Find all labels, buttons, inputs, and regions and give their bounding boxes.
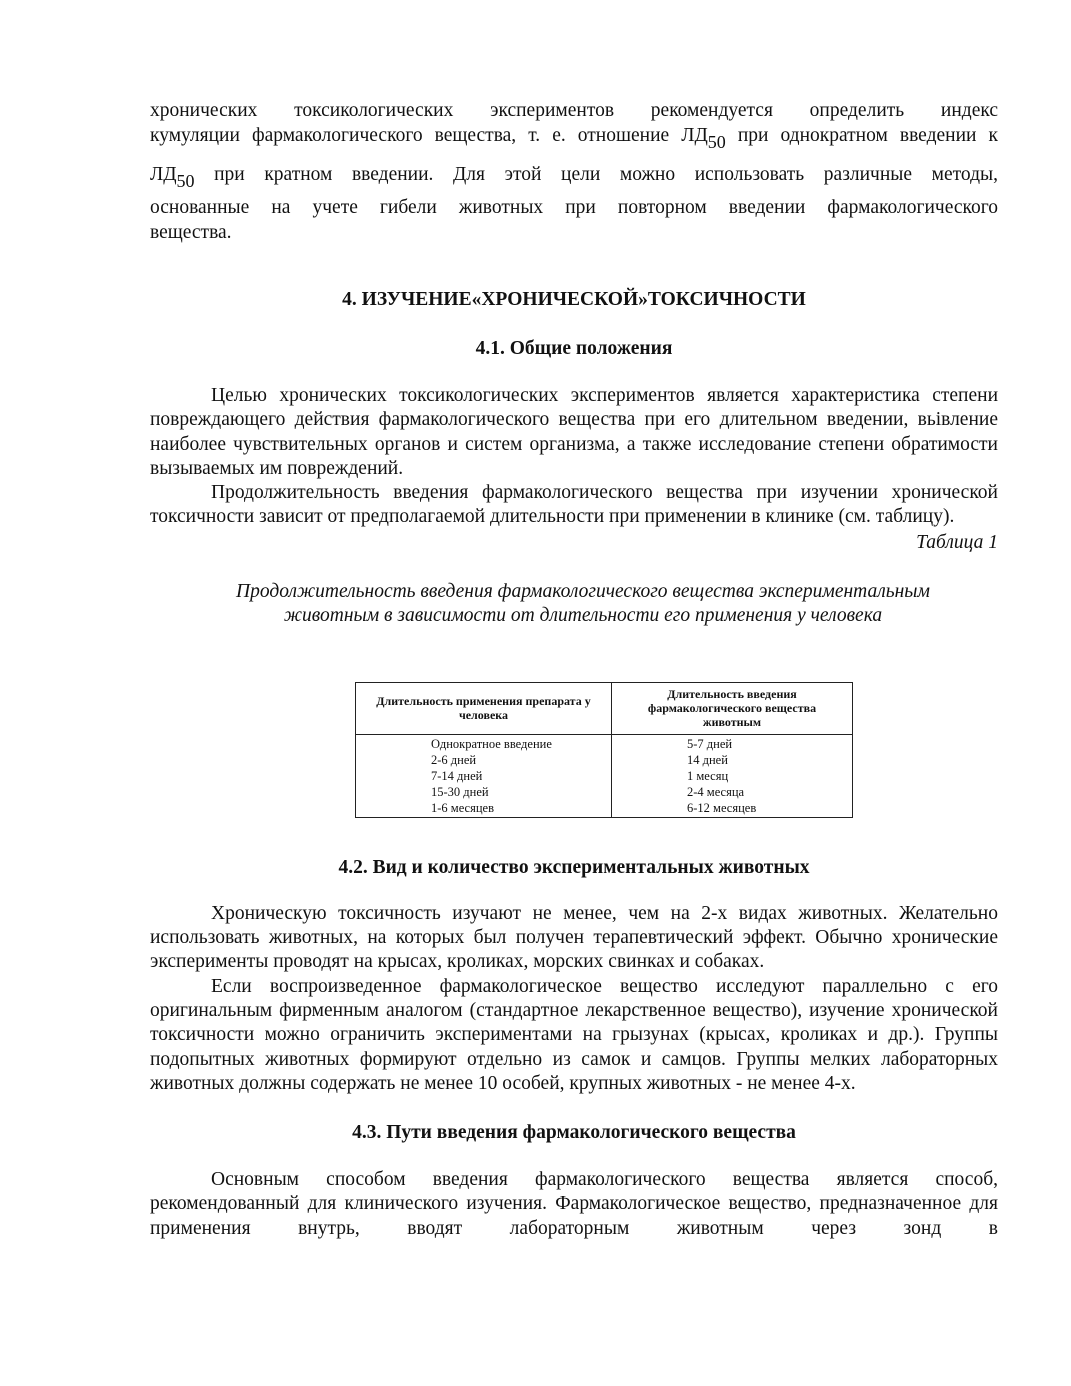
- intro-paragraph: [150, 98, 998, 245]
- table-cell: 2-6 дней: [431, 752, 477, 767]
- table-cell: Однократное введение: [431, 736, 552, 751]
- table-cell: 5-7 дней: [687, 736, 733, 751]
- table-cell: 14 дней: [687, 752, 728, 767]
- section-4-2-paragraph-1: Хроническую токсичность изучают не менее, чем на 2-х видах животных. Желательно использовать животных, на которых был получен терапевтический эффект. Обычно хронические эксперименты проводят на крысах, кроликах, морских свинках и собаках.: [150, 902, 998, 973]
- table-header-row: [356, 682, 853, 734]
- intro-line-5: вещества.: [150, 222, 232, 243]
- table-header-2: Длительность введения фармакологического вещества животным: [612, 682, 853, 734]
- document-page: [150, 98, 998, 1241]
- section-4-3-title: 4.3. Пути введения фармакологического вещества: [352, 1122, 796, 1144]
- intro-line-2: кумуляции фармакологического вещества, т. е. отношение $ЛД_{50}$ при однократном введении к: [150, 125, 998, 152]
- intro-line-3: $ЛД_{50}$ при кратном введении. Для этой цели можно использовать различные методы,: [150, 164, 998, 191]
- intro-line-4: основанные на учете гибели животных при повторном введении фармакологического: [150, 197, 998, 218]
- table-cell: 1 месяц: [687, 768, 729, 783]
- table-header-1: Длительность применения препарата у человека: [356, 682, 612, 734]
- table-body-row: [356, 734, 853, 817]
- section-4-2-title: 4.2. Вид и количество экспериментальных животных: [338, 856, 810, 878]
- section-4-3-paragraph-1: Основным способом введения фармакологического вещества является способ, рекомендованный для клинического изучения. Фармакологическое вещество, предназначенное для применения внутрь, вводят лабораторным животным через зонд в: [150, 1169, 998, 1239]
- section-4-title: 4. ИЗУЧЕНИЕ«ХРОНИЧЕСКОЙ»ТОКСИЧНОСТИ: [342, 289, 806, 310]
- table-label: Таблица 1: [916, 531, 998, 553]
- table-cell: 2-4 месяца: [687, 784, 745, 799]
- section-4-1-title: 4.1. Общие положения: [475, 338, 673, 359]
- table-caption-line-1: Продолжительность введения фармакологического вещества экспериментальным: [236, 580, 930, 602]
- table-cell: 1-6 месяцев: [431, 800, 494, 815]
- intro-line-1: хронических токсикологических экспериментов рекомендуется определить индекс: [150, 100, 998, 121]
- section-4-2-paragraph-2: Если воспроизведенное фармакологическое вещество исследуют параллельно с его оригинальным фирменным аналогом (стандартное лекарственное вещество), изучение хронической токсичности можно ограничить экспериментами на грызунах (крысах, кроликах и др.). Группы подопытных животных формируют отдельно из самок и самцов. Группы мелких лабораторных животных должны содержать не менее 10 особей, крупных животных - не менее 4-х.: [150, 975, 998, 1094]
- table-cell: 7-14 дней: [431, 768, 483, 783]
- table-cell: 15-30 дней: [431, 784, 489, 799]
- section-4-1-paragraph-1: Целью хронических токсикологических экспериментов является характеристика степени повреждающего действия фармакологического вещества при его длительном введении, вьівление наиболее чувствительных органов и систем организма, а также исследование степени обратимости вызываемых им повреждений.: [150, 385, 998, 479]
- duration-table: [355, 682, 853, 818]
- section-4-1-paragraph-2: Продолжительность введения фармакологического вещества при изучении хронической токсичности зависит от предполагаемой длительности при применении в клинике (см. таблицу).: [150, 482, 998, 528]
- table-caption: [150, 580, 998, 629]
- table-col-human: [356, 734, 612, 817]
- table-col-animal: [612, 734, 853, 817]
- table-caption-line-2: животным в зависимости от длительности его применения у человека: [283, 605, 883, 627]
- table-cell: 6-12 месяцев: [687, 800, 757, 815]
